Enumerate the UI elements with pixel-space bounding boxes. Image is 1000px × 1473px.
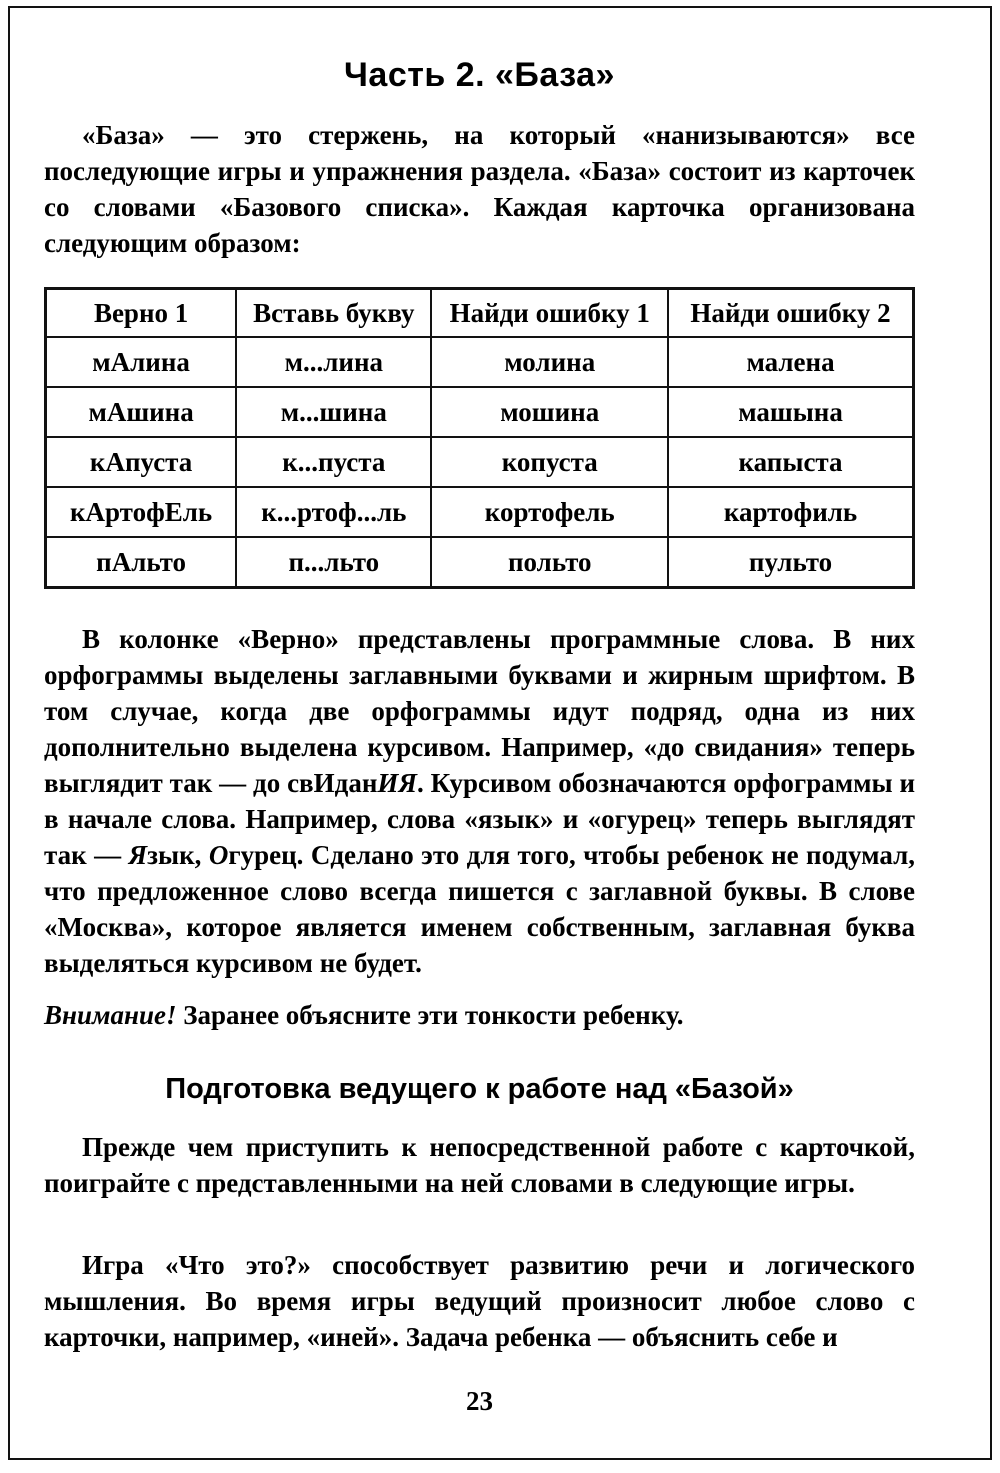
table-header-cell: Верно 1 — [46, 289, 237, 338]
section-heading: Подготовка ведущего к работе над «Базой» — [165, 1073, 794, 1105]
table-cell: м...лина — [236, 337, 431, 387]
intro-paragraph: «База» — это стержень, на который «нанизываются» все последующие игры и упражнения раздела. «База» состоит из карточек со словами «Базового списка». Каждая карточка организована следующим образом: — [44, 120, 915, 258]
text-segment: О — [208, 840, 229, 870]
text-segment: . Курсивом обозначаются орфограммы и в начале слова. Например, слова «язык» и «огурец» теперь выглядят так — — [44, 768, 915, 870]
table-header-cell: Найди ошибку 1 — [431, 289, 668, 338]
table-cell: мАшина — [46, 387, 237, 437]
table-cell: пАльто — [46, 537, 237, 588]
text-segment: Заранее объясните эти тонкости ребенку. — [176, 1000, 684, 1030]
table-header-cell: Найди ошибку 2 — [668, 289, 913, 338]
text-segment: дан — [334, 768, 378, 798]
text-segment: Внимание! — [44, 1000, 177, 1030]
page-title: Часть 2. «База» — [344, 56, 615, 94]
table-cell: кАпуста — [46, 437, 237, 487]
table-row — [46, 437, 914, 487]
explanation-paragraph — [44, 621, 915, 981]
table-row — [46, 487, 914, 537]
table-cell: п...льто — [236, 537, 431, 588]
text-segment: В колонке «Верно» представлены программные слова. В них орфограммы выделены заглавными буквами и жирным шрифтом. В том случае, когда две орфограммы идут подряд, одна из них дополнительно выделена курсивом. Например, «до свидания» теперь выглядит так — до св — [44, 624, 915, 798]
text-segment: И — [313, 768, 335, 798]
word-table — [44, 287, 915, 589]
table-cell: польто — [431, 537, 668, 588]
table-row — [46, 387, 914, 437]
table-cell: картофиль — [668, 487, 913, 537]
table-cell: капыста — [668, 437, 913, 487]
text-segment: зык, — [147, 840, 209, 870]
text-segment: Игра «Что это?» — [82, 1250, 311, 1280]
game-paragraph — [44, 1247, 915, 1355]
table-cell: к...ртоф...ль — [236, 487, 431, 537]
table-cell: молина — [431, 337, 668, 387]
preparation-paragraph: Прежде чем приступить к непосредственной работе с карточкой, поиграйте с представленными на ней словами в следующие игры. — [44, 1132, 915, 1198]
word-table-head — [46, 289, 914, 338]
text-segment: гурец. Сделано это для того, чтобы ребенок не подумал, что предложенное слово всегда пишется с заглавной буквы. В слове «Москва», которое является именем собственным, заглавная буква выделяться курсивом не будет. — [44, 840, 915, 978]
attention-paragraph — [44, 997, 915, 1033]
table-header-row — [46, 289, 914, 338]
table-row — [46, 337, 914, 387]
table-cell: машына — [668, 387, 913, 437]
table-header-cell: Вставь букву — [236, 289, 431, 338]
text-segment: Я — [128, 840, 148, 870]
table-cell: кортофель — [431, 487, 668, 537]
table-cell: к...пуста — [236, 437, 431, 487]
text-segment: ИЯ — [377, 768, 417, 798]
word-table-body — [46, 337, 914, 588]
text-segment: способствует развитию речи и логического мышления. Во время игры ведущий произносит любое слово с карточки, например, «иней». Задача ребенка — объяснить себе и — [44, 1250, 916, 1352]
table-cell: копуста — [431, 437, 668, 487]
table-row — [46, 537, 914, 588]
table-cell: малена — [668, 337, 913, 387]
table-cell: м...шина — [236, 387, 431, 437]
table-cell: мАлина — [46, 337, 237, 387]
table-cell: мошина — [431, 387, 668, 437]
table-cell: кАртофЕль — [46, 487, 237, 537]
page-number: 23 — [466, 1386, 493, 1416]
table-cell: пульто — [668, 537, 913, 588]
